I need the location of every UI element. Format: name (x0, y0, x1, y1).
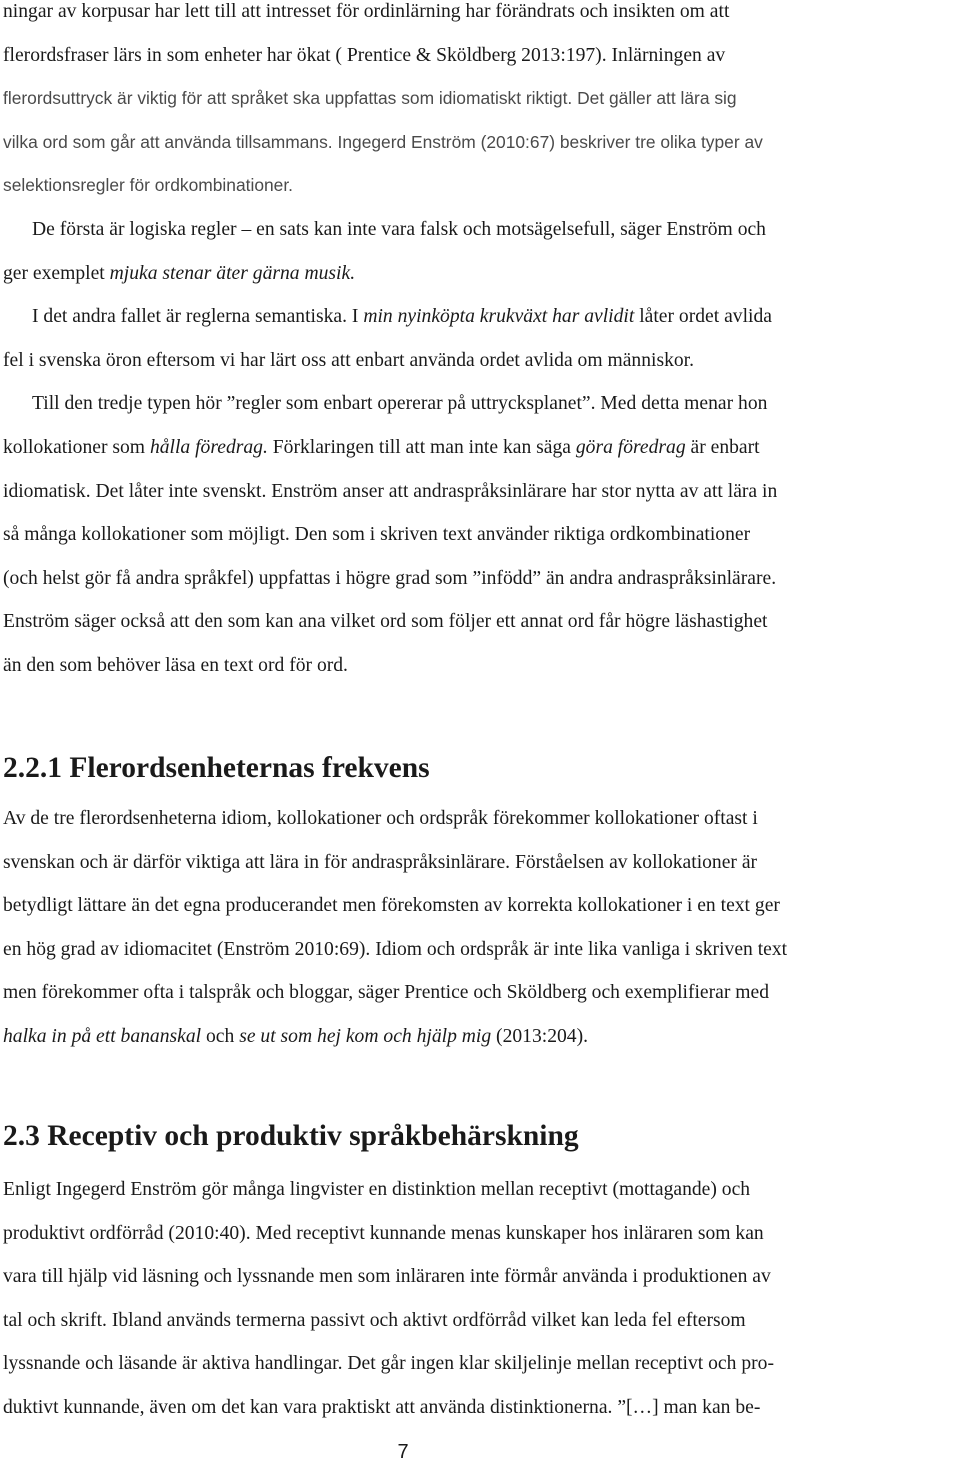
text-line: betydligt lättare än det egna producerandet men förekomsten av korrekta kollokationer i en text ger (3, 895, 780, 917)
text-line: duktivt kunnande, även om det kan vara praktiskt att använda distinktionerna. ”[…] man kan be- (3, 1396, 761, 1418)
text-line: men förekommer ofta i talspråk och bloggar, säger Prentice och Sköldberg och exemplifierar med (3, 982, 770, 1004)
intro-paragraph (3, 0, 777, 688)
text-line: tal och skrift. Ibland används termerna passivt och aktivt ordförråd vilket kan leda fel eftersom (3, 1309, 746, 1331)
text-line: ningar av korpusar har lett till att intresset för ordinlärning har förändrats och insikten om att (3, 1, 730, 22)
text-segment: Till den tredje typen hör ”regler som enbart opererar på uttrycksplanet”. (32, 393, 596, 415)
text-segment: och (201, 1025, 240, 1047)
text-line: Enligt Ingegerd Enström gör många lingvister en distinktion mellan receptivt (mottagande) och (3, 1179, 751, 1200)
frequency-paragraph (3, 797, 787, 1059)
text-line: idiomatisk. Det låter inte svenskt. Enström anser att andraspråksinlärare har stor nytta av att lära in (3, 480, 778, 502)
text-segment: Förklaringen till att man inte kan säga (267, 436, 576, 458)
text-line: än den som behöver läsa en text ord för ord. (3, 654, 348, 676)
text-line: fel i svenska öron eftersom vi har lärt oss att enbart använda ordet avlida om människor. (3, 349, 695, 371)
example-phrase: mjuka stenar äter gärna musik. (109, 262, 356, 284)
text-segment: är enbart (685, 436, 760, 458)
page-number: 7 (397, 1441, 409, 1463)
example-phrase: hålla föredrag. (149, 436, 268, 458)
receptive-productive-paragraph (3, 1168, 774, 1430)
text-line: svenskan och är därför viktiga att lära in för andraspråksinlärare. Förståelsen av kollokationer är (3, 851, 758, 873)
text-segment: Med detta menar hon (595, 393, 768, 415)
section-heading-2-3: 2.3 Receptiv och produktiv språkbehärskning (3, 1120, 579, 1152)
example-phrase: halka in på ett bananskal (3, 1025, 202, 1047)
example-phrase: min nyinköpta krukväxt har avlidit (363, 306, 635, 328)
text-line: selektionsregler för ordkombinationer. (3, 175, 293, 196)
text-line: Enström säger också att den som kan ana vilket ord som följer ett annat ord får högre läshastighet (3, 611, 768, 633)
text-segment: vilka ord som går att använda tillsammans. (3, 131, 333, 152)
text-line: en hög grad av idiomacitet (Enström 2010:69). Idiom och ordspråk är inte lika vanliga i skriven text (3, 938, 788, 960)
example-phrase: se ut som hej kom och hjälp mig (239, 1025, 492, 1047)
text-line (3, 1015, 787, 1059)
text-segment: Ingegerd Enström (2010:67) beskriver tre olika typer av (337, 131, 763, 152)
text-line (3, 382, 777, 426)
text-line (3, 426, 777, 470)
text-segment: låter ordet avlida (634, 306, 772, 328)
text-segment: kollokationer som (3, 436, 150, 458)
text-line: flerordsfraser lärs in som enheter har ökat ( Prentice & Sköldberg 2013:197). Inlärningen av (3, 44, 726, 66)
text-segment: ger exemplet (3, 262, 110, 284)
text-line: De första är logiska regler – en sats kan inte vara falsk och motsägelsefull, säger Enström och (32, 218, 766, 240)
text-line (3, 121, 777, 165)
text-line (3, 252, 777, 296)
section-heading-2-2-1: 2.2.1 Flerordsenheternas frekvens (3, 752, 430, 784)
text-segment: (2013:204). (491, 1025, 589, 1047)
text-line (3, 295, 777, 339)
text-segment: I (351, 306, 364, 328)
text-line: (och helst gör få andra språkfel) uppfattas i högre grad som ”infödd” än andra andraspråksinlärare. (3, 567, 777, 589)
text-line: produktivt ordförråd (2010:40). Med receptivt kunnande menas kunskaper hos inläraren som kan (3, 1222, 764, 1244)
text-segment: I det andra fallet är reglerna semantiska. (32, 306, 347, 328)
text-line: vara till hjälp vid läsning och lyssnande men som inläraren inte förmår använda i produktionen av (3, 1266, 771, 1288)
example-phrase: göra föredrag (575, 436, 686, 458)
text-line: så många kollokationer som möjligt. Den som i skriven text använder riktiga ordkombinationer (3, 524, 751, 546)
text-line: Av de tre flerordsenheterna idiom, kollokationer och ordspråk förekommer kollokationer oftast i (3, 808, 758, 829)
text-line: lyssnande och läsande är aktiva handlingar. Det går ingen klar skiljelinje mellan receptivt och pro- (3, 1353, 774, 1375)
text-line: flerordsuttryck är viktig för att språket ska uppfattas som idiomatiskt riktigt. Det gäller att lära sig (3, 88, 737, 109)
